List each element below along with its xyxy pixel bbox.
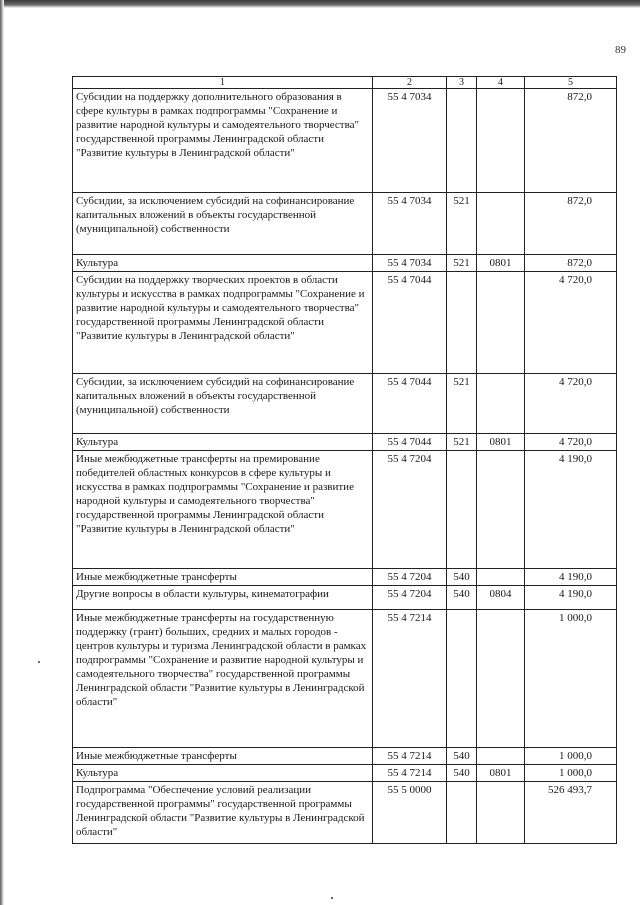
row-sum: 872,0: [525, 89, 617, 193]
row-expense-type: 540: [447, 586, 477, 610]
header-col-2: 2: [373, 77, 447, 89]
row-code: 55 4 7204: [373, 451, 447, 569]
row-sum: 1 000,0: [525, 610, 617, 748]
row-section: 0801: [477, 255, 525, 272]
row-expense-type: 521: [447, 374, 477, 434]
table-row: [73, 255, 617, 272]
row-section: [477, 782, 525, 844]
row-name: Иные межбюджетные трансферты на премирование победителей областных конкурсов в сфере культуры и искусства в рамках подпрограммы "Сохранение и развитие народной культуры и самодеятельного творчества" государственной программы Ленинградской области "Развитие культуры в Ленинградской области": [73, 451, 373, 569]
row-expense-type: [447, 89, 477, 193]
row-section: [477, 610, 525, 748]
table-row: [73, 586, 617, 610]
table-row: [73, 89, 617, 193]
row-sum: 1 000,0: [525, 765, 617, 782]
table-row: [73, 374, 617, 434]
table-row: [73, 272, 617, 374]
row-sum: 4 720,0: [525, 272, 617, 374]
row-code: 55 4 7044: [373, 434, 447, 451]
row-sum: 4 720,0: [525, 374, 617, 434]
row-section: [477, 451, 525, 569]
row-expense-type: 540: [447, 765, 477, 782]
row-section: 0804: [477, 586, 525, 610]
row-sum: 1 000,0: [525, 748, 617, 765]
row-code: 55 4 7034: [373, 89, 447, 193]
row-name: Подпрограмма "Обеспечение условий реализации государственной программы" государственной программы Ленинградской области "Развитие культуры в Ленинградской области": [73, 782, 373, 844]
row-section: [477, 569, 525, 586]
table-row: [73, 782, 617, 844]
table-row: [73, 610, 617, 748]
row-name: Другие вопросы в области культуры, кинематографии: [73, 586, 373, 610]
row-sum: 4 190,0: [525, 586, 617, 610]
row-expense-type: 540: [447, 569, 477, 586]
page-number: 89: [615, 44, 626, 56]
row-expense-type: [447, 451, 477, 569]
table-row: [73, 748, 617, 765]
row-name: Культура: [73, 255, 373, 272]
row-expense-type: 521: [447, 193, 477, 255]
row-code: 55 4 7204: [373, 569, 447, 586]
row-section: [477, 272, 525, 374]
table-row: [73, 569, 617, 586]
row-section: [477, 748, 525, 765]
row-name: Иные межбюджетные трансферты: [73, 569, 373, 586]
table-row: [73, 434, 617, 451]
row-sum: 526 493,7: [525, 782, 617, 844]
scan-dot: [331, 897, 333, 899]
row-name: Субсидии, за исключением субсидий на софинансирование капитальных вложений в объекты государственной (муниципальной) собственности: [73, 374, 373, 434]
row-sum: 872,0: [525, 255, 617, 272]
row-sum: 872,0: [525, 193, 617, 255]
table-row: [73, 193, 617, 255]
row-name: Иные межбюджетные трансферты на государственную поддержку (грант) больших, средних и малых городов - центров культуры и туризма Ленинградской области в рамках подпрограммы "Сохранение и развитие народной культуры и самодеятельного творчества" государственной программы Ленинградской области "Развитие культуры в Ленинградской области": [73, 610, 373, 748]
row-name: Субсидии на поддержку творческих проектов в области культуры и искусства в рамках подпрограммы "Сохранение и развитие народной культуры и самодеятельного творчества" государственной программы Ленинградской области "Развитие культуры в Ленинградской области": [73, 272, 373, 374]
row-expense-type: [447, 782, 477, 844]
row-section: [477, 374, 525, 434]
header-col-3: 3: [447, 77, 477, 89]
row-expense-type: 521: [447, 434, 477, 451]
row-code: 55 5 0000: [373, 782, 447, 844]
header-col-1: 1: [73, 77, 373, 89]
row-expense-type: [447, 610, 477, 748]
row-name: Культура: [73, 434, 373, 451]
row-code: 55 4 7214: [373, 748, 447, 765]
row-expense-type: 521: [447, 255, 477, 272]
row-sum: 4 190,0: [525, 451, 617, 569]
header-col-4: 4: [477, 77, 525, 89]
table-row: [73, 451, 617, 569]
row-section: [477, 193, 525, 255]
row-expense-type: [447, 272, 477, 374]
row-expense-type: 540: [447, 748, 477, 765]
header-col-5: 5: [525, 77, 617, 89]
row-code: 55 4 7204: [373, 586, 447, 610]
row-code: 55 4 7044: [373, 272, 447, 374]
table-header-row: [73, 77, 617, 89]
row-section: 0801: [477, 765, 525, 782]
scan-edge-top: [0, 0, 640, 8]
row-section: [477, 89, 525, 193]
row-code: 55 4 7214: [373, 765, 447, 782]
row-name: Культура: [73, 765, 373, 782]
row-name: Субсидии, за исключением субсидий на софинансирование капитальных вложений в объекты государственной (муниципальной) собственности: [73, 193, 373, 255]
row-name: Субсидии на поддержку дополнительного образования в сфере культуры в рамках подпрограммы "Сохранение и развитие народной культуры и самодеятельного творчества" государственной программы Ленинградской области "Развитие культуры в Ленинградской области": [73, 89, 373, 193]
row-code: 55 4 7214: [373, 610, 447, 748]
row-name: Иные межбюджетные трансферты: [73, 748, 373, 765]
table-row: [73, 765, 617, 782]
scan-edge-left: [0, 0, 4, 905]
row-code: 55 4 7034: [373, 255, 447, 272]
budget-table: [72, 76, 617, 844]
row-section: 0801: [477, 434, 525, 451]
row-code: 55 4 7034: [373, 193, 447, 255]
row-sum: 4 190,0: [525, 569, 617, 586]
scan-dot: [38, 661, 40, 663]
row-sum: 4 720,0: [525, 434, 617, 451]
row-code: 55 4 7044: [373, 374, 447, 434]
